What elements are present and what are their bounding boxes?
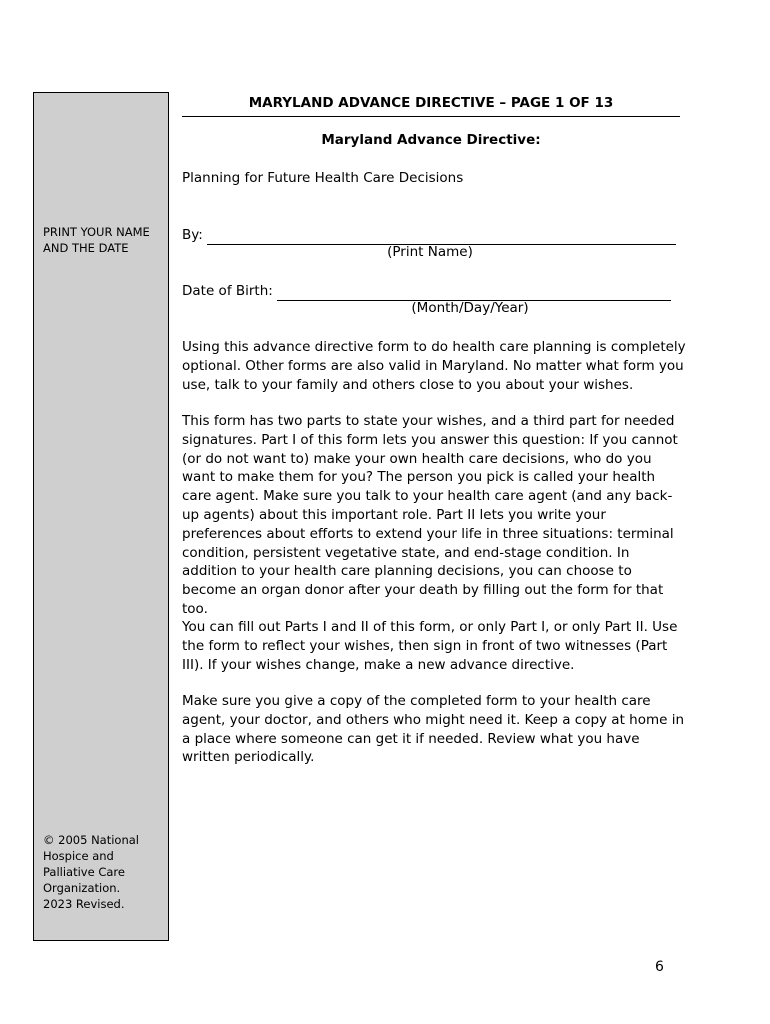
sidebar-copyright: © 2005 National Hospice and Palliative Care Organization. 2023 Revised. <box>43 833 139 911</box>
document-subtitle: Planning for Future Health Care Decisions <box>182 170 464 186</box>
paragraph-fill-out: You can fill out Parts I and II of this form, or only Part I, or only Part II. Use the form to reflect your wishes, then sign in front of two witnesses (Part III). If your wishes change, make a new advance directive. <box>182 619 678 673</box>
page-header-title: MARYLAND ADVANCE DIRECTIVE – PAGE 1 OF 13 <box>248 95 614 111</box>
date-of-birth-hint: (Month/Day/Year) <box>411 300 529 316</box>
paragraph-form-parts: This form has two parts to state your wishes, and a third part for needed signatures. Part I of this form lets you answer this question: If you cannot (or do not want to) make your own health care decisions, who do you want to make them for you? The person you pick is called your health care agent. Make sure you talk to your health care agent (and any back-up agents) about this important role. Part II lets you write your preferences about efforts to extend your life in three situations: terminal condition, persistent vegetative state, and end-stage condition. In addition to your health care planning decisions, you can choose to become an organ donor after your death by filling out the form for that too. <box>182 413 678 617</box>
document-title: Maryland Advance Directive: <box>321 132 541 148</box>
sidebar-note-print-name: PRINT YOUR NAME AND THE DATE <box>43 225 150 255</box>
sidebar-margin <box>33 92 169 941</box>
page-number: 6 <box>655 959 664 975</box>
paragraph-copies: Make sure you give a copy of the completed form to your health care agent, your doctor, and others who might need it. Keep a copy at home in a place where someone can get it if needed. Review what you have written periodically. <box>182 693 685 766</box>
print-name-hint: (Print Name) <box>387 244 473 260</box>
print-name-label: By: <box>182 227 203 243</box>
date-of-birth-label: Date of Birth: <box>182 283 273 299</box>
header-divider <box>182 116 680 117</box>
paragraph-optional-form: Using this advance directive form to do health care planning is completely optional. Other forms are also valid in Maryland. No matter what form you use, talk to your family and others close to you about your wishes. <box>182 339 686 393</box>
